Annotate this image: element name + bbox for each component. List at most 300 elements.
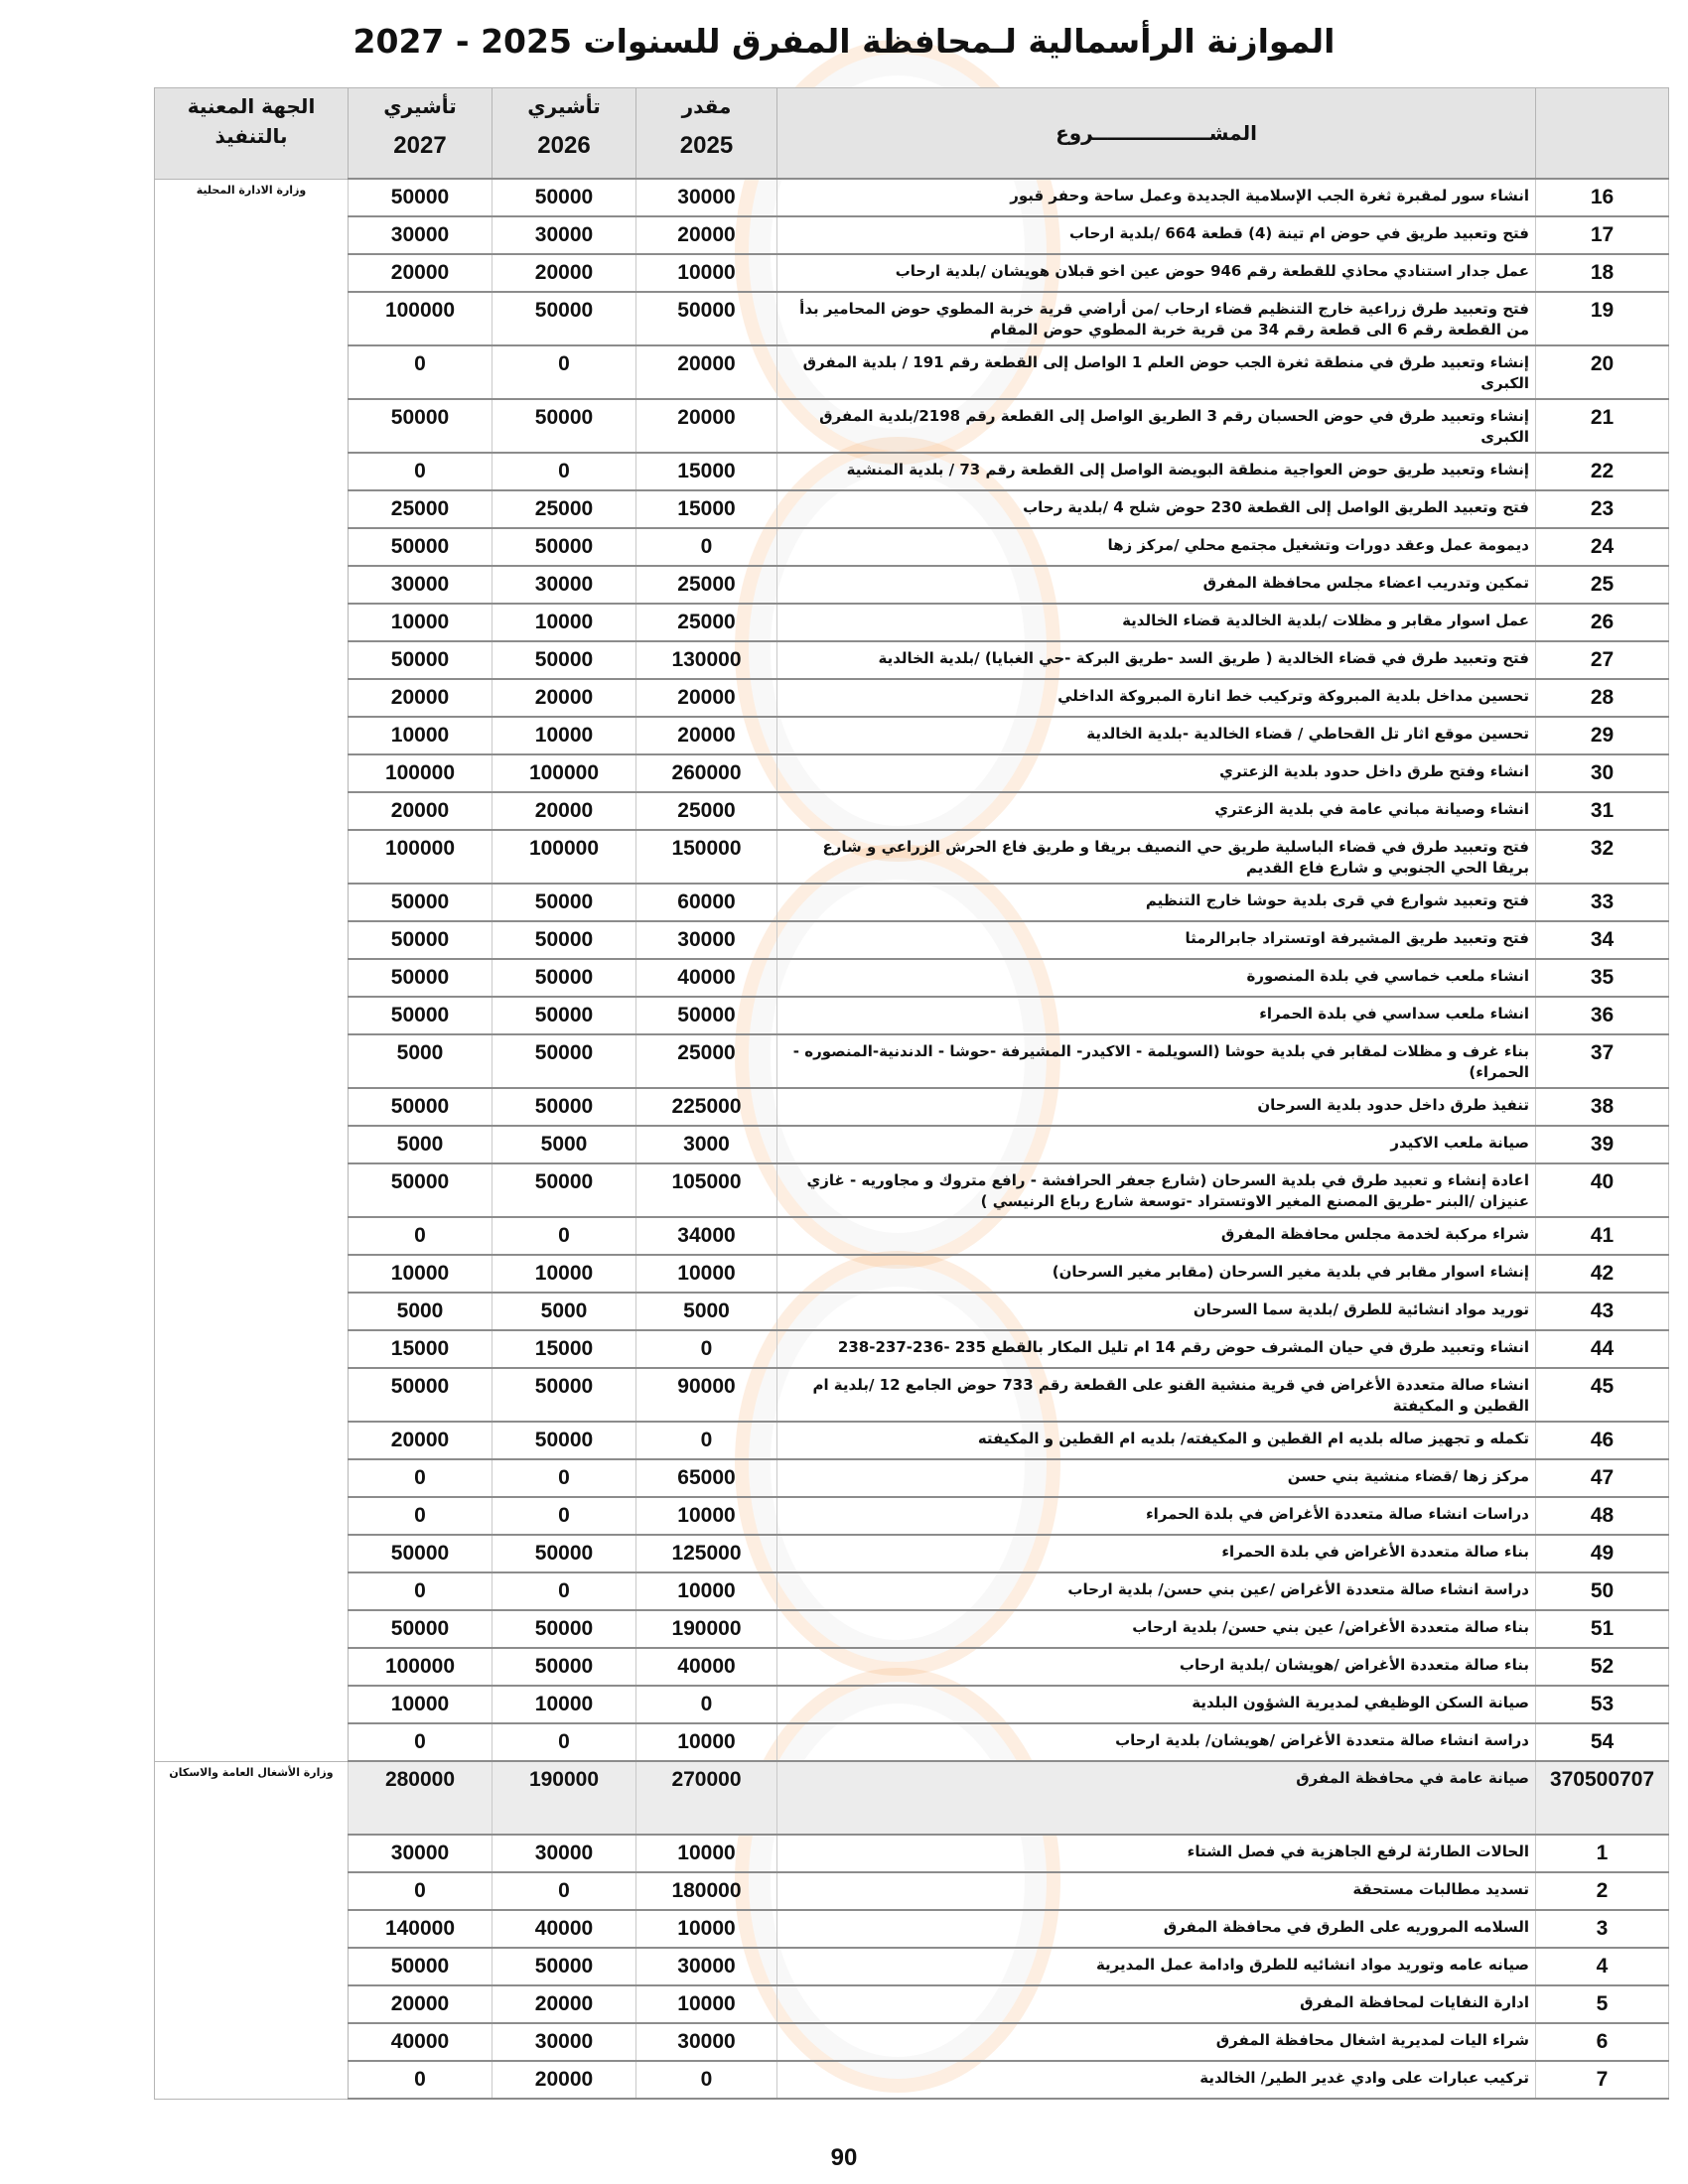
indicative-2026: 10000 bbox=[492, 604, 636, 641]
indicative-2027: 50000 bbox=[349, 959, 492, 997]
table-row bbox=[155, 2061, 1669, 2099]
row-number: 6 bbox=[1536, 2023, 1669, 2061]
project-name: صيانة ملعب الاكيدر bbox=[777, 1126, 1536, 1163]
estimate-2025: 50000 bbox=[636, 292, 777, 345]
row-number: 50 bbox=[1536, 1572, 1669, 1610]
estimate-2025: 50000 bbox=[636, 997, 777, 1034]
project-name: انشاء ملعب سداسي في بلدة الحمراء bbox=[777, 997, 1536, 1034]
table-row bbox=[155, 528, 1669, 566]
estimate-2025: 190000 bbox=[636, 1610, 777, 1648]
estimate-2025: 10000 bbox=[636, 1572, 777, 1610]
table-row bbox=[155, 1535, 1669, 1572]
project-name: إنشاء وتعبيد طرق في حوض الحسبان رقم 3 الطريق الواصل إلى القطعة رقم 2198/بلدية المفرق الكبرى bbox=[777, 399, 1536, 453]
project-name: بناء صالة متعددة الأغراض /هويشان /بلدية ارحاب bbox=[777, 1648, 1536, 1686]
indicative-2026: 0 bbox=[492, 1459, 636, 1497]
table-row bbox=[155, 1034, 1669, 1088]
row-number: 53 bbox=[1536, 1686, 1669, 1723]
indicative-2026: 100000 bbox=[492, 754, 636, 792]
project-name: فتح وتعبيد الطريق الواصل إلى القطعة 230 حوض شلح 4 /بلدية رحاب bbox=[777, 490, 1536, 528]
project-name: دراسات انشاء صالة متعددة الأغراض في بلدة الحمراء bbox=[777, 1497, 1536, 1535]
estimate-2025: 20000 bbox=[636, 345, 777, 399]
indicative-2027: 5000 bbox=[349, 1034, 492, 1088]
project-name: انشاء سور لمقبرة ثغرة الجب الإسلامية الجديدة وعمل ساحة وحفر قبور bbox=[777, 179, 1536, 216]
estimate-2025: 10000 bbox=[636, 1497, 777, 1535]
project-name: بناء غرف و مظلات لمقابر في بلدية حوشا (السويلمة - الاكيدر- المشيرفة -حوشا - الدندنية-المنصوره - الحمراء) bbox=[777, 1034, 1536, 1088]
table-row bbox=[155, 1255, 1669, 1293]
indicative-2026: 50000 bbox=[492, 292, 636, 345]
indicative-2027: 50000 bbox=[349, 1163, 492, 1217]
program-summary-row bbox=[155, 1761, 1669, 1835]
row-number: 42 bbox=[1536, 1255, 1669, 1293]
table-row bbox=[155, 399, 1669, 453]
indicative-2027: 20000 bbox=[349, 792, 492, 830]
table-row bbox=[155, 566, 1669, 604]
project-name: تسديد مطالبات مستحقة bbox=[777, 1872, 1536, 1910]
estimate-2025: 150000 bbox=[636, 830, 777, 884]
indicative-2027: 100000 bbox=[349, 1648, 492, 1686]
indicative-2026: 20000 bbox=[492, 679, 636, 717]
header-2027-year: 2027 bbox=[393, 132, 447, 159]
estimate-2025: 10000 bbox=[636, 1723, 777, 1761]
row-number: 41 bbox=[1536, 1217, 1669, 1255]
indicative-2027: 100000 bbox=[349, 830, 492, 884]
indicative-2026: 50000 bbox=[492, 884, 636, 921]
indicative-2027: 5000 bbox=[349, 1126, 492, 1163]
estimate-2025: 10000 bbox=[636, 1835, 777, 1872]
indicative-2027: 0 bbox=[349, 1497, 492, 1535]
indicative-2026: 0 bbox=[492, 1217, 636, 1255]
indicative-2026: 50000 bbox=[492, 921, 636, 959]
row-number: 1 bbox=[1536, 1835, 1669, 1872]
table-row bbox=[155, 959, 1669, 997]
indicative-2027: 0 bbox=[349, 1872, 492, 1910]
table-row bbox=[155, 1610, 1669, 1648]
indicative-2027: 50000 bbox=[349, 1535, 492, 1572]
indicative-2027: 50000 bbox=[349, 1088, 492, 1126]
row-number: 46 bbox=[1536, 1422, 1669, 1459]
project-name: عمل جدار استنادي محاذي للقطعة رقم 946 حوض عين اخو قبلان هويشان /بلدية ارحاب bbox=[777, 254, 1536, 292]
indicative-2027: 140000 bbox=[349, 1910, 492, 1948]
estimate-2025: 20000 bbox=[636, 399, 777, 453]
indicative-2026: 10000 bbox=[492, 717, 636, 754]
table-row bbox=[155, 679, 1669, 717]
table-body bbox=[155, 179, 1669, 2099]
estimate-2025: 15000 bbox=[636, 453, 777, 490]
project-name: إنشاء اسوار مقابر في بلدية مغير السرحان (مقابر مغير السرحان) bbox=[777, 1255, 1536, 1293]
indicative-2027: 20000 bbox=[349, 1985, 492, 2023]
estimate-2025: 90000 bbox=[636, 1368, 777, 1422]
project-name: تمكين وتدريب اعضاء مجلس محافظة المفرق bbox=[777, 566, 1536, 604]
estimate-2025: 60000 bbox=[636, 884, 777, 921]
row-number: 3 bbox=[1536, 1910, 1669, 1948]
header-project: المشـــــــــــــــــروع bbox=[777, 88, 1536, 180]
indicative-2027: 30000 bbox=[349, 566, 492, 604]
indicative-2026: 20000 bbox=[492, 1985, 636, 2023]
row-number: 22 bbox=[1536, 453, 1669, 490]
indicative-2027: 20000 bbox=[349, 679, 492, 717]
project-name: إنشاء وتعبيد طرق في منطقة ثغرة الجب حوض العلم 1 الواصل إلى القطعة رقم 191 / بلدية المفرق الكبرى bbox=[777, 345, 1536, 399]
indicative-2027: 15000 bbox=[349, 1330, 492, 1368]
project-name: انشاء ملعب خماسي في بلدة المنصورة bbox=[777, 959, 1536, 997]
indicative-2027: 100000 bbox=[349, 292, 492, 345]
indicative-2027: 0 bbox=[349, 1723, 492, 1761]
table-row bbox=[155, 1126, 1669, 1163]
estimate-2025: 25000 bbox=[636, 566, 777, 604]
estimate-2025: 30000 bbox=[636, 1948, 777, 1985]
estimate-2025: 40000 bbox=[636, 1648, 777, 1686]
page-number: 90 bbox=[830, 2144, 858, 2171]
indicative-2027: 10000 bbox=[349, 1255, 492, 1293]
indicative-2027: 50000 bbox=[349, 179, 492, 216]
indicative-2026: 50000 bbox=[492, 1648, 636, 1686]
indicative-2026: 30000 bbox=[492, 1835, 636, 1872]
project-name: فتح وتعبيد طرق زراعية خارج التنظيم قضاء ارحاب /من أراضي قرية خربة المطوي حوض المحامير بدأ من القطعة رقم 6 الى قطعة رقم 34 من قرية خربة المطوي حوض المقام bbox=[777, 292, 1536, 345]
row-number: 21 bbox=[1536, 399, 1669, 453]
table-row bbox=[155, 216, 1669, 254]
estimate-2025: 180000 bbox=[636, 1872, 777, 1910]
table-row bbox=[155, 1985, 1669, 2023]
table-row bbox=[155, 1422, 1669, 1459]
project-name: فتح وتعبيد طرق في قضاء الخالدية ( طريق السد -طريق البركة -حي الغبايا) /بلدية الخالدية bbox=[777, 641, 1536, 679]
row-number: 5 bbox=[1536, 1985, 1669, 2023]
indicative-2026: 30000 bbox=[492, 2023, 636, 2061]
project-name: اعادة إنشاء و تعبيد طرق في بلدية السرحان (شارع جعفر الحرافشة - رافع متروك و مجاوريه - غازي عنيزان /البنر -طريق المصنع المغير الاوتستراد -توسعة شارع رباع الرنيسي ) bbox=[777, 1163, 1536, 1217]
table-header-row bbox=[155, 88, 1669, 180]
row-number: 28 bbox=[1536, 679, 1669, 717]
estimate-2025: 20000 bbox=[636, 717, 777, 754]
row-number: 33 bbox=[1536, 884, 1669, 921]
row-number: 18 bbox=[1536, 254, 1669, 292]
project-name: توريد مواد انشائية للطرق /بلدية سما السرحان bbox=[777, 1293, 1536, 1330]
project-name: ديمومة عمل وعقد دورات وتشغيل مجتمع محلي /مركز زها bbox=[777, 528, 1536, 566]
indicative-2026: 0 bbox=[492, 1723, 636, 1761]
row-number: 44 bbox=[1536, 1330, 1669, 1368]
table-row bbox=[155, 1686, 1669, 1723]
project-name: انشاء وصيانة مباني عامة في بلدية الزعتري bbox=[777, 792, 1536, 830]
indicative-2027: 20000 bbox=[349, 1422, 492, 1459]
project-name: بناء صالة متعددة الأغراض في بلدة الحمراء bbox=[777, 1535, 1536, 1572]
indicative-2026: 50000 bbox=[492, 641, 636, 679]
estimate-2025: 105000 bbox=[636, 1163, 777, 1217]
row-number: 27 bbox=[1536, 641, 1669, 679]
project-name: تحسين موقع اثار تل القحاطي / قضاء الخالدية -بلدية الخالدية bbox=[777, 717, 1536, 754]
table-row bbox=[155, 1088, 1669, 1126]
indicative-2026: 50000 bbox=[492, 179, 636, 216]
table-row bbox=[155, 2023, 1669, 2061]
estimate-2025: 25000 bbox=[636, 792, 777, 830]
indicative-2026: 50000 bbox=[492, 1163, 636, 1217]
estimate-2025: 125000 bbox=[636, 1535, 777, 1572]
indicative-2026: 15000 bbox=[492, 1330, 636, 1368]
table-row bbox=[155, 179, 1669, 216]
row-number: 38 bbox=[1536, 1088, 1669, 1126]
row-number: 4 bbox=[1536, 1948, 1669, 1985]
table-row bbox=[155, 453, 1669, 490]
table-row bbox=[155, 1572, 1669, 1610]
row-number: 32 bbox=[1536, 830, 1669, 884]
estimate-2025: 5000 bbox=[636, 1293, 777, 1330]
indicative-2026: 50000 bbox=[492, 1948, 636, 1985]
estimate-2025: 3000 bbox=[636, 1126, 777, 1163]
header-agency bbox=[155, 88, 349, 180]
indicative-2027: 30000 bbox=[349, 1835, 492, 1872]
project-name: إنشاء وتعبيد طريق حوض العواجية منطقة البويضة الواصل إلى القطعة رقم 73 / بلدية المنشية bbox=[777, 453, 1536, 490]
page-title: الموازنة الرأسمالية لـمحافظة المفرق للسنوات 2025 - 2027 bbox=[352, 22, 1336, 61]
table-row bbox=[155, 717, 1669, 754]
implementing-agency: وزارة الأشغال العامة والاسكان bbox=[155, 1761, 349, 2099]
estimate-2025: 30000 bbox=[636, 179, 777, 216]
indicative-2027: 10000 bbox=[349, 604, 492, 641]
indicative-2026: 50000 bbox=[492, 1422, 636, 1459]
project-name: انشاء وتعبيد طرق في حيان المشرف حوض رقم 14 ام تليل المكار بالقطع 235 -236-237-238 bbox=[777, 1330, 1536, 1368]
indicative-2026: 50000 bbox=[492, 1368, 636, 1422]
indicative-2026: 30000 bbox=[492, 566, 636, 604]
indicative-2027: 0 bbox=[349, 345, 492, 399]
indicative-2026: 0 bbox=[492, 1572, 636, 1610]
table-row bbox=[155, 1217, 1669, 1255]
indicative-2026: 0 bbox=[492, 345, 636, 399]
table-row bbox=[155, 1497, 1669, 1535]
indicative-2027: 50000 bbox=[349, 1610, 492, 1648]
indicative-2027: 25000 bbox=[349, 490, 492, 528]
project-name: فتح وتعبيد شوارع في قرى بلدية حوشا خارج التنظيم bbox=[777, 884, 1536, 921]
indicative-2026: 50000 bbox=[492, 1535, 636, 1572]
indicative-2026: 50000 bbox=[492, 1610, 636, 1648]
project-name: تركيب عبارات على وادي غدير الطير/ الخالدية bbox=[777, 2061, 1536, 2099]
project-name: الحالات الطارئة لرفع الجاهزية في فصل الشتاء bbox=[777, 1835, 1536, 1872]
indicative-2027: 50000 bbox=[349, 1368, 492, 1422]
budget-table bbox=[154, 87, 1669, 2100]
indicative-2026: 50000 bbox=[492, 959, 636, 997]
indicative-2026: 100000 bbox=[492, 830, 636, 884]
header-2027 bbox=[349, 88, 492, 180]
row-number: 40 bbox=[1536, 1163, 1669, 1217]
row-number: 47 bbox=[1536, 1459, 1669, 1497]
project-name: انشاء صالة متعددة الأغراض في قرية منشية القنو على القطعة رقم 733 حوض الجامع 12 /بلدية ام القطين و المكيفتة bbox=[777, 1368, 1536, 1422]
indicative-2027: 50000 bbox=[349, 997, 492, 1034]
indicative-2027: 50000 bbox=[349, 884, 492, 921]
table-row bbox=[155, 604, 1669, 641]
row-number: 36 bbox=[1536, 997, 1669, 1034]
estimate-2025: 0 bbox=[636, 1330, 777, 1368]
row-number: 23 bbox=[1536, 490, 1669, 528]
row-number: 29 bbox=[1536, 717, 1669, 754]
table-row bbox=[155, 754, 1669, 792]
table-row bbox=[155, 641, 1669, 679]
row-number: 45 bbox=[1536, 1368, 1669, 1422]
table-row bbox=[155, 1293, 1669, 1330]
row-number: 7 bbox=[1536, 2061, 1669, 2099]
indicative-2027: 50000 bbox=[349, 921, 492, 959]
estimate-2025: 260000 bbox=[636, 754, 777, 792]
indicative-2027: 5000 bbox=[349, 1293, 492, 1330]
row-number: 54 bbox=[1536, 1723, 1669, 1761]
indicative-2026: 0 bbox=[492, 453, 636, 490]
indicative-2026: 10000 bbox=[492, 1255, 636, 1293]
estimate-2025: 40000 bbox=[636, 959, 777, 997]
indicative-2026: 0 bbox=[492, 1872, 636, 1910]
estimate-2025: 10000 bbox=[636, 254, 777, 292]
project-name: مركز زها /قضاء منشية بني حسن bbox=[777, 1459, 1536, 1497]
row-number: 24 bbox=[1536, 528, 1669, 566]
table-row bbox=[155, 1948, 1669, 1985]
table-row bbox=[155, 884, 1669, 921]
indicative-2027: 0 bbox=[349, 2061, 492, 2099]
table-row bbox=[155, 254, 1669, 292]
indicative-2027: 50000 bbox=[349, 399, 492, 453]
project-name: تحسين مداخل بلدية المبروكة وتركيب خط انارة المبروكة الداخلي bbox=[777, 679, 1536, 717]
indicative-2027: 50000 bbox=[349, 641, 492, 679]
header-agency-line1: الجهة المعنية bbox=[187, 94, 316, 118]
header-2025 bbox=[636, 88, 777, 180]
header-2025-label: مقدر bbox=[681, 94, 732, 118]
row-number: 35 bbox=[1536, 959, 1669, 997]
estimate-2025: 65000 bbox=[636, 1459, 777, 1497]
estimate-2025: 10000 bbox=[636, 1985, 777, 2023]
indicative-2026: 30000 bbox=[492, 216, 636, 254]
project-name: السلامه المروريه على الطرق في محافظة المفرق bbox=[777, 1910, 1536, 1948]
indicative-2027: 0 bbox=[349, 1217, 492, 1255]
table-row bbox=[155, 1723, 1669, 1761]
estimate-2025: 10000 bbox=[636, 1910, 777, 1948]
indicative-2026: 0 bbox=[492, 1497, 636, 1535]
table-row bbox=[155, 292, 1669, 345]
estimate-2025: 20000 bbox=[636, 216, 777, 254]
estimate-2025: 0 bbox=[636, 1686, 777, 1723]
row-number: 26 bbox=[1536, 604, 1669, 641]
indicative-2026: 50000 bbox=[492, 399, 636, 453]
table-row bbox=[155, 345, 1669, 399]
estimate-2025: 30000 bbox=[636, 2023, 777, 2061]
row-number: 25 bbox=[1536, 566, 1669, 604]
project-name: دراسة انشاء صالة متعددة الأغراض /هويشان/ بلدية ارحاب bbox=[777, 1723, 1536, 1761]
indicative-2027: 20000 bbox=[349, 254, 492, 292]
estimate-2025: 30000 bbox=[636, 921, 777, 959]
estimate-2025: 0 bbox=[636, 528, 777, 566]
row-number: 51 bbox=[1536, 1610, 1669, 1648]
indicative-2026: 20000 bbox=[492, 254, 636, 292]
table-row bbox=[155, 490, 1669, 528]
indicative-2026: 20000 bbox=[492, 2061, 636, 2099]
table-row bbox=[155, 1368, 1669, 1422]
row-number: 49 bbox=[1536, 1535, 1669, 1572]
estimate-2025: 34000 bbox=[636, 1217, 777, 1255]
project-name: عمل اسوار مقابر و مظلات /بلدية الخالدية قضاء الخالدية bbox=[777, 604, 1536, 641]
header-2027-label: تأشيري bbox=[383, 94, 457, 118]
implementing-agency: وزارة الادارة المحلية bbox=[155, 179, 349, 1761]
estimate-2025: 0 bbox=[636, 1422, 777, 1459]
project-name: فتح وتعبيد طريق في حوض ام تينة (4) قطعة 664 /بلدية ارحاب bbox=[777, 216, 1536, 254]
project-name: دراسة انشاء صالة متعددة الأغراض /عين بني حسن/ بلدية ارحاب bbox=[777, 1572, 1536, 1610]
indicative-2026: 10000 bbox=[492, 1686, 636, 1723]
project-name: فتح وتعبيد طريق المشيرفة اوتستراد جابرالرمثا bbox=[777, 921, 1536, 959]
indicative-2026: 5000 bbox=[492, 1126, 636, 1163]
indicative-2026: 5000 bbox=[492, 1293, 636, 1330]
table-row bbox=[155, 1163, 1669, 1217]
project-name: شراء اليات لمديرية اشغال محافظة المفرق bbox=[777, 2023, 1536, 2061]
project-name: فتح وتعبيد طرق في قضاء الباسلية طريق حي النصيف بريقا و طريق فاع الحرش الزراعي و شارع بريقا الحي الجنوبي و شارع فاع القديم bbox=[777, 830, 1536, 884]
table-row bbox=[155, 921, 1669, 959]
indicative-2027: 50000 bbox=[349, 528, 492, 566]
project-name: صيانة عامة في محافظة المفرق bbox=[777, 1761, 1536, 1835]
table-row bbox=[155, 1648, 1669, 1686]
indicative-2026: 50000 bbox=[492, 528, 636, 566]
header-number bbox=[1536, 88, 1669, 180]
table-row bbox=[155, 1459, 1669, 1497]
row-number: 43 bbox=[1536, 1293, 1669, 1330]
indicative-2026: 50000 bbox=[492, 997, 636, 1034]
project-name: انشاء وفتح طرق داخل حدود بلدية الزعتري bbox=[777, 754, 1536, 792]
table-row bbox=[155, 1872, 1669, 1910]
indicative-2026: 190000 bbox=[492, 1761, 636, 1835]
indicative-2027: 280000 bbox=[349, 1761, 492, 1835]
row-number: 19 bbox=[1536, 292, 1669, 345]
header-agency-line2: بالتنفيذ bbox=[214, 124, 288, 148]
row-number: 30 bbox=[1536, 754, 1669, 792]
estimate-2025: 25000 bbox=[636, 1034, 777, 1088]
project-name: ادارة النفايات لمحافظة المفرق bbox=[777, 1985, 1536, 2023]
indicative-2027: 0 bbox=[349, 1572, 492, 1610]
project-name: صيانه عامه وتوريد مواد انشائيه للطرق وادامة عمل المديرية bbox=[777, 1948, 1536, 1985]
estimate-2025: 15000 bbox=[636, 490, 777, 528]
table-row bbox=[155, 1330, 1669, 1368]
estimate-2025: 0 bbox=[636, 2061, 777, 2099]
estimate-2025: 130000 bbox=[636, 641, 777, 679]
indicative-2026: 50000 bbox=[492, 1034, 636, 1088]
header-2026-label: تأشيري bbox=[527, 94, 601, 118]
header-2025-year: 2025 bbox=[679, 132, 734, 159]
row-number: 37 bbox=[1536, 1034, 1669, 1088]
row-number: 31 bbox=[1536, 792, 1669, 830]
table-row bbox=[155, 830, 1669, 884]
indicative-2026: 50000 bbox=[492, 1088, 636, 1126]
row-number: 16 bbox=[1536, 179, 1669, 216]
row-number: 39 bbox=[1536, 1126, 1669, 1163]
row-number: 20 bbox=[1536, 345, 1669, 399]
table-row bbox=[155, 792, 1669, 830]
header-2026-year: 2026 bbox=[537, 132, 591, 159]
project-name: صيانة السكن الوظيفي لمديرية الشؤون البلدية bbox=[777, 1686, 1536, 1723]
indicative-2026: 40000 bbox=[492, 1910, 636, 1948]
estimate-2025: 225000 bbox=[636, 1088, 777, 1126]
table-row bbox=[155, 997, 1669, 1034]
indicative-2027: 50000 bbox=[349, 1948, 492, 1985]
row-number: 34 bbox=[1536, 921, 1669, 959]
indicative-2027: 30000 bbox=[349, 216, 492, 254]
indicative-2026: 20000 bbox=[492, 792, 636, 830]
estimate-2025: 25000 bbox=[636, 604, 777, 641]
project-name: شراء مركبة لخدمة مجلس محافظة المفرق bbox=[777, 1217, 1536, 1255]
estimate-2025: 10000 bbox=[636, 1255, 777, 1293]
estimate-2025: 270000 bbox=[636, 1761, 777, 1835]
indicative-2026: 25000 bbox=[492, 490, 636, 528]
project-name: تنفيذ طرق داخل حدود بلدية السرحان bbox=[777, 1088, 1536, 1126]
row-number: 370500707 bbox=[1536, 1761, 1669, 1835]
project-name: بناء صالة متعددة الأغراض/ عين بني حسن/ بلدية ارحاب bbox=[777, 1610, 1536, 1648]
project-name: تكمله و تجهيز صاله بلديه ام القطين و المكيفته/ بلديه ام القطين و المكيفته bbox=[777, 1422, 1536, 1459]
row-number: 2 bbox=[1536, 1872, 1669, 1910]
indicative-2027: 100000 bbox=[349, 754, 492, 792]
header-2026 bbox=[492, 88, 636, 180]
table-row bbox=[155, 1910, 1669, 1948]
table-row bbox=[155, 1835, 1669, 1872]
row-number: 48 bbox=[1536, 1497, 1669, 1535]
indicative-2027: 40000 bbox=[349, 2023, 492, 2061]
row-number: 52 bbox=[1536, 1648, 1669, 1686]
row-number: 17 bbox=[1536, 216, 1669, 254]
indicative-2027: 10000 bbox=[349, 1686, 492, 1723]
indicative-2027: 0 bbox=[349, 1459, 492, 1497]
